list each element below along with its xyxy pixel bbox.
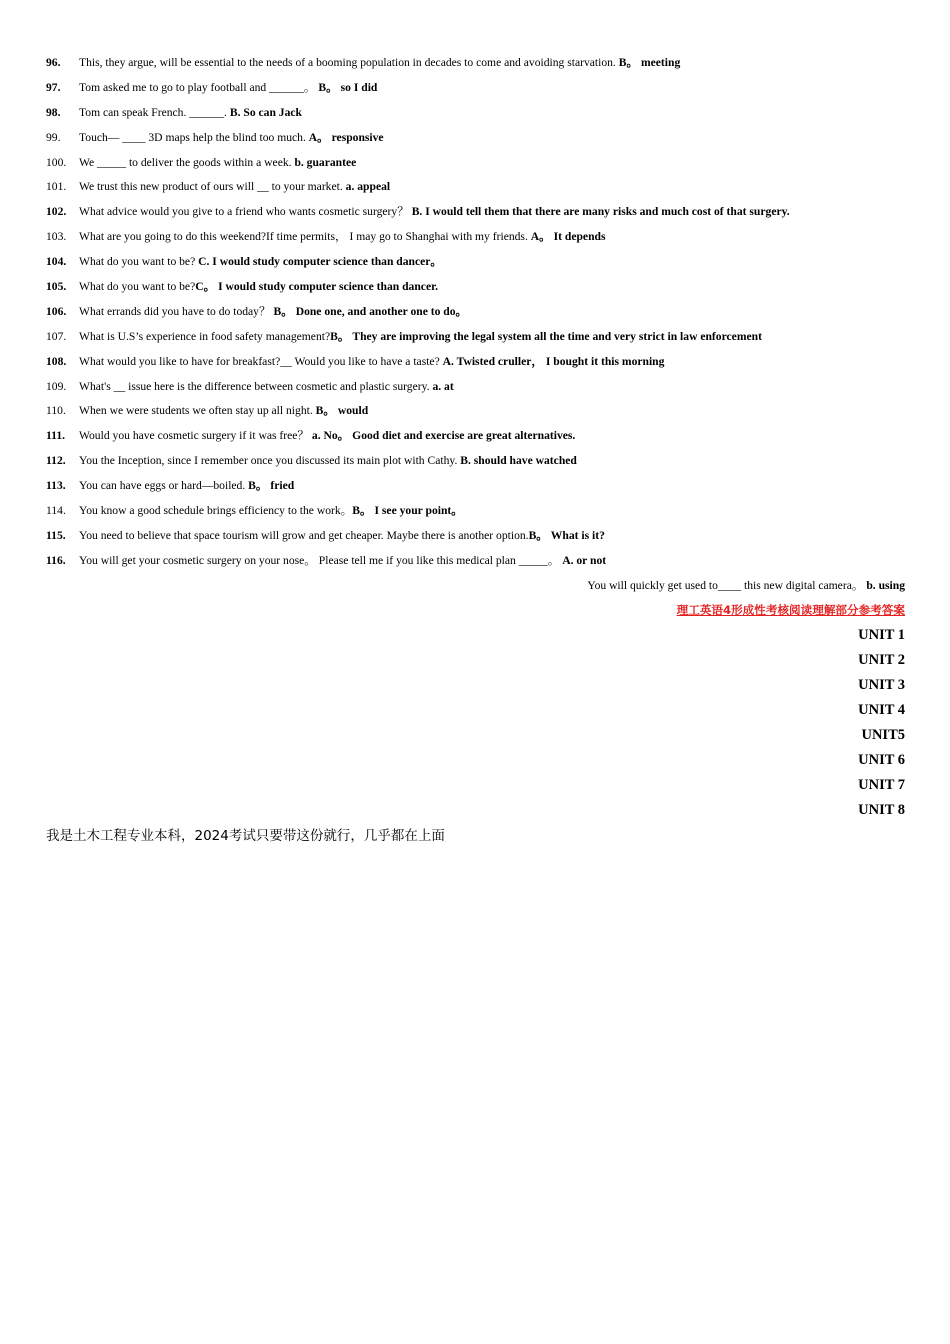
question-answer: a. appeal: [345, 180, 391, 194]
question-item: [46, 477, 906, 502]
question-item: [46, 328, 906, 353]
unit-heading: UNIT 7: [858, 777, 905, 793]
question-answer: a. at: [432, 379, 454, 393]
question-text: What do you want to be?: [79, 255, 199, 269]
question-text: What advice would you give to a friend who wants cosmetic surgery？: [79, 205, 412, 219]
question-answer: B. I would tell them that there are many risks and much cost of that surgery.: [411, 205, 790, 219]
question-number: 96.: [46, 56, 61, 69]
unit-heading: UNIT 2: [858, 652, 905, 668]
question-item: [46, 178, 906, 203]
question-item: [46, 303, 906, 328]
question-answer: A. or not: [562, 553, 607, 567]
question-item: [46, 79, 906, 104]
question-item: [46, 129, 906, 154]
question-answer: B。 would: [315, 404, 369, 418]
question-text: What would you like to have for breakfast?__ Would you like to have a taste?: [79, 354, 443, 368]
question-text: We trust this new product of ours will __ to your market.: [79, 180, 346, 194]
question-item: [46, 502, 906, 527]
unit-heading: UNIT 3: [858, 677, 905, 693]
question-text: What errands did you have to do today？: [79, 304, 274, 318]
question-answer: B。 fried: [248, 479, 295, 493]
question-text: What are you going to do this weekend?If time permits， I may go to Shanghai with my friends.: [79, 230, 531, 244]
question-number: 105.: [46, 280, 67, 294]
question-number: 114.: [46, 504, 66, 518]
question-item: [46, 452, 906, 477]
question-item: [46, 203, 906, 228]
unit-heading: UNIT 4: [858, 702, 905, 718]
question-item: [46, 154, 906, 179]
unit-list: [858, 624, 905, 824]
question-answer: B。 What is it?: [528, 528, 605, 542]
question-answer: A. Twisted cruller， I bought it this morning: [442, 354, 665, 368]
question-number: 107.: [46, 329, 67, 343]
question-answer: C。 I would study computer science than dancer.: [195, 280, 439, 294]
question-number: 100.: [46, 155, 67, 169]
question-answer: B。 so I did: [318, 80, 378, 94]
question-answer: b. guarantee: [294, 155, 357, 169]
question-item: [46, 353, 906, 378]
question-number: 104.: [46, 255, 67, 269]
question-item: [46, 54, 906, 79]
question-text: What's __ issue here is the difference between cosmetic and plastic surgery.: [79, 379, 433, 393]
question-text: Would you have cosmetic surgery if it was free？: [79, 429, 312, 443]
question-answer: B. should have watched: [460, 454, 577, 468]
question-text: You can have eggs or hard—boiled.: [79, 479, 249, 493]
question-answer: A。 It depends: [530, 230, 606, 244]
question-number: 102.: [46, 205, 67, 219]
question-number: 115.: [46, 528, 66, 542]
question-answer: C. I would study computer science than dancer。: [198, 255, 443, 269]
question-number: 111.: [46, 429, 66, 443]
question-text: You need to believe that space tourism will grow and get cheaper. Maybe there is another option.: [79, 528, 529, 542]
question-text: What is U.S’s experience in food safety management?: [79, 329, 331, 343]
question-number: 103.: [46, 230, 67, 244]
question-number: 101.: [46, 180, 67, 194]
question-item: [46, 278, 906, 303]
last-question: [587, 577, 905, 594]
question-number: 116.: [46, 553, 66, 567]
question-number: 106.: [46, 304, 67, 318]
question-item: [46, 228, 906, 253]
question-answer: B。 meeting: [618, 56, 681, 69]
question-text: This, they argue, will be essential to the needs of a booming population in decades to come and avoiding starvation.: [79, 56, 619, 69]
question-item: [46, 104, 906, 129]
question-number: 99.: [46, 130, 61, 144]
question-text: Tom asked me to go to play football and ______。: [79, 80, 319, 94]
question-answer: B。 I see your point。: [352, 504, 463, 518]
question-item: [46, 427, 906, 452]
question-number: 98.: [46, 105, 61, 119]
question-text: What do you want to be?: [79, 280, 196, 294]
question-answer: b. using: [866, 579, 905, 592]
question-answer: B。 Done one, and another one to do。: [273, 304, 468, 318]
question-number: 110.: [46, 404, 66, 418]
question-number: 97.: [46, 80, 61, 94]
question-text: Tom can speak French. ______.: [79, 105, 230, 119]
question-item: [46, 253, 906, 278]
question-number: 108.: [46, 354, 67, 368]
question-number: 113.: [46, 479, 66, 493]
question-item: [46, 402, 906, 427]
question-item: [46, 552, 906, 577]
question-answer: a. No。 Good diet and exercise are great alternatives.: [311, 429, 576, 443]
question-text: When we were students we often stay up all night.: [79, 404, 316, 418]
question-text: Touch— ____ 3D maps help the blind too much.: [79, 130, 309, 144]
question-list: [46, 54, 906, 577]
question-text: You will get your cosmetic surgery on your nose。 Please tell me if you like this medical plan _____。: [79, 553, 563, 567]
question-text: You the Inception, since I remember once you discussed its main plot with Cathy.: [79, 454, 461, 468]
unit-heading: UNIT 6: [858, 752, 905, 768]
question-answer: A。 responsive: [308, 130, 384, 144]
question-text: You know a good schedule brings efficiency to the work。: [79, 504, 353, 518]
question-answer: B。 They are improving the legal system all the time and very strict in law enforcement: [330, 329, 762, 343]
note-text: 我是土木工程专业本科，2024考试只要带这份就行，几乎都在上面: [46, 828, 445, 844]
question-item: [46, 378, 906, 403]
section-title-link[interactable]: 理工英语4形成性考核阅读理解部分参考答案: [676, 603, 905, 617]
question-number: 109.: [46, 379, 67, 393]
unit-heading: UNIT5: [861, 727, 905, 743]
question-item: [46, 527, 906, 552]
question-number: 112.: [46, 454, 66, 468]
question-answer: B. So can Jack: [229, 105, 302, 119]
question-text: You will quickly get used to____ this new digital camera。: [587, 579, 867, 592]
unit-heading: UNIT 1: [858, 627, 905, 643]
unit-heading: UNIT 8: [858, 802, 905, 818]
question-text: We _____ to deliver the goods within a week.: [79, 155, 295, 169]
